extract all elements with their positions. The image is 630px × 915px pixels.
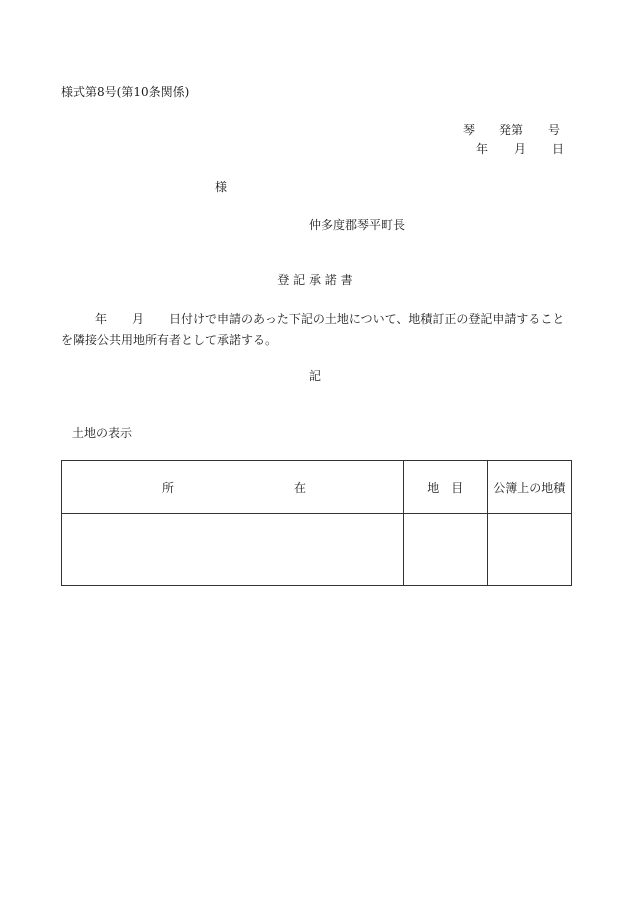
- header-category: 地 目: [404, 461, 488, 514]
- body-year: 年: [95, 312, 108, 326]
- header-location: [62, 461, 404, 514]
- cell-category: [404, 514, 488, 586]
- date-day: 日: [552, 142, 565, 156]
- addressee: 様: [215, 180, 228, 194]
- header-location-a: 所: [162, 480, 175, 495]
- ki-label: 記: [308, 369, 321, 383]
- table-row: [62, 514, 572, 586]
- header-location-b: 在: [294, 480, 307, 495]
- form-id: 様式第8号(第10条関係): [61, 85, 190, 99]
- section-label: 土地の表示: [72, 426, 133, 440]
- cell-area: [487, 514, 571, 586]
- doc-number-middle: 発第: [499, 123, 524, 137]
- doc-number-prefix: 琴: [463, 123, 476, 137]
- doc-number-suffix: 号: [548, 123, 561, 137]
- table-header-row: [62, 461, 572, 514]
- date-year: 年: [476, 142, 489, 156]
- body-paragraph: [61, 309, 576, 351]
- body-month: 月: [132, 312, 145, 326]
- land-table: [61, 460, 572, 586]
- header-area: 公簿上の地積: [487, 461, 571, 514]
- cell-location: [62, 514, 404, 586]
- body-text: 日付けで申請のあった下記の土地について、地積訂正の登記申請することを隣接公共用地所有者として承諾する。: [61, 312, 565, 347]
- issuer: 仲多度郡琴平町長: [309, 218, 406, 232]
- document-number: [463, 122, 560, 138]
- document-title: 登 記 承 諾 書: [277, 273, 353, 287]
- document-date: [476, 141, 564, 157]
- date-month: 月: [514, 142, 527, 156]
